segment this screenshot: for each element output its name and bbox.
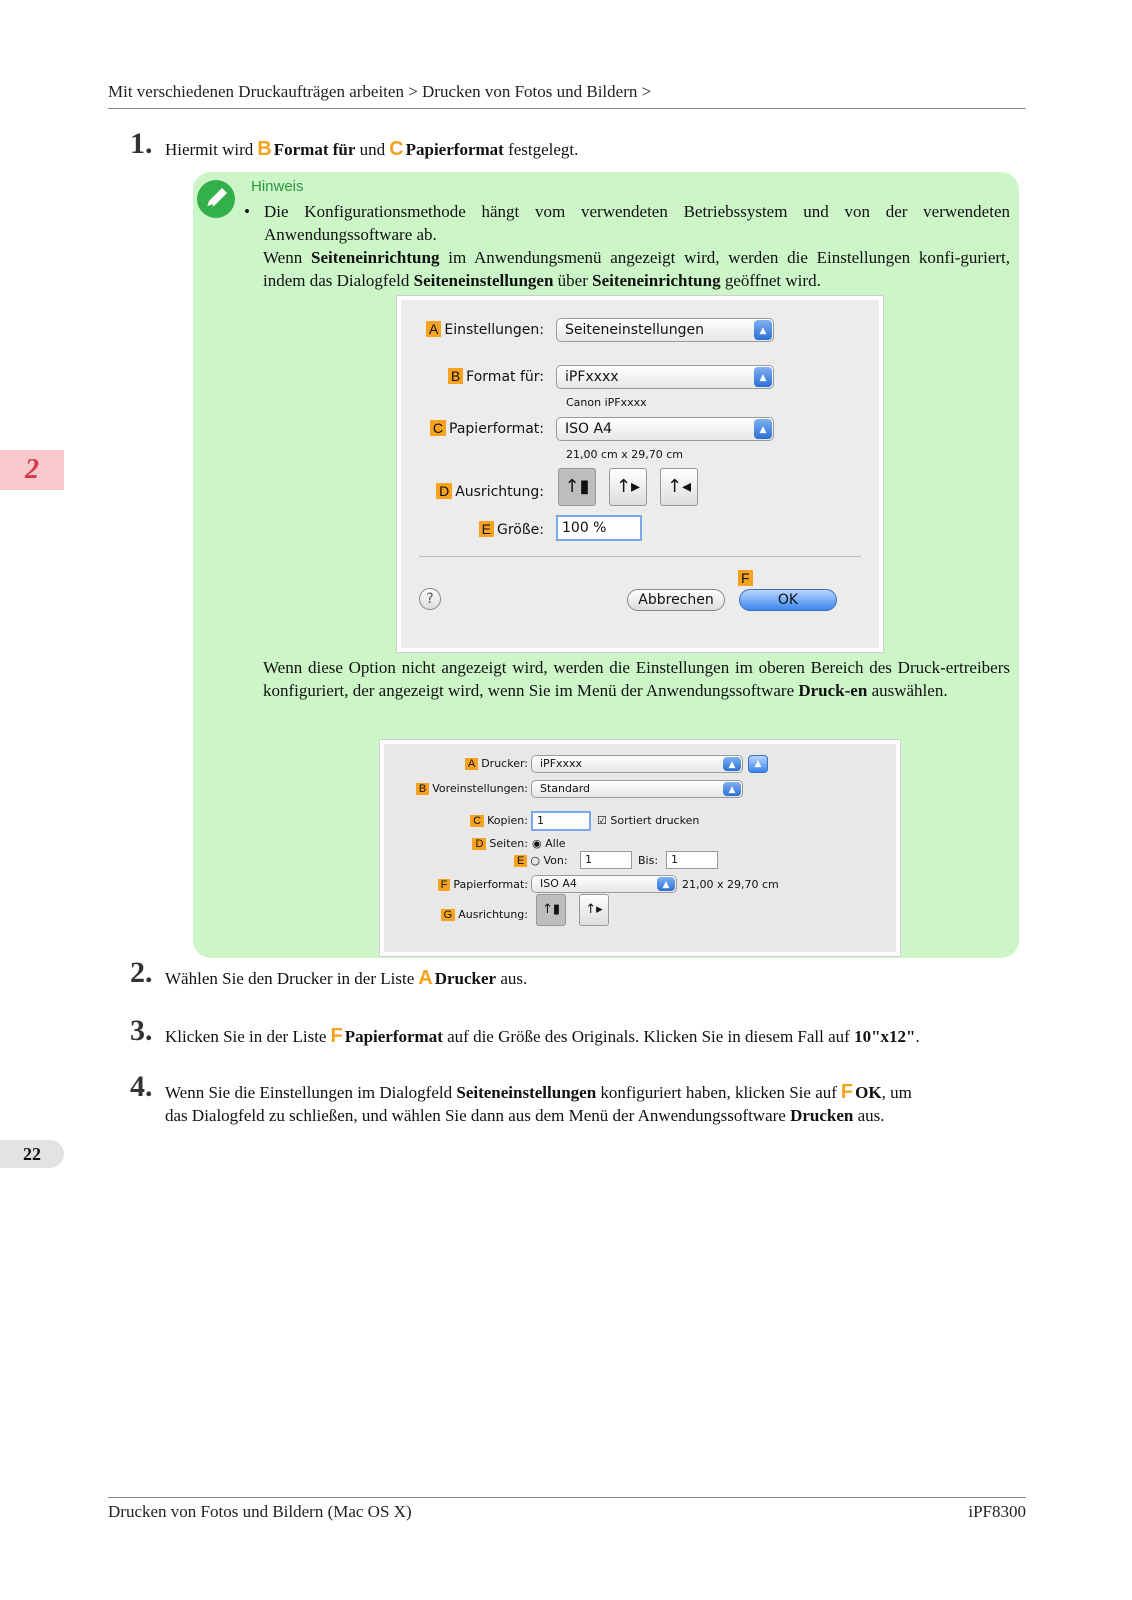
format-for-sub: Canon iPFxxxx xyxy=(566,396,647,409)
presets-label: B Voreinstellungen: xyxy=(416,782,528,795)
orientation-label: G Ausrichtung: xyxy=(441,908,528,921)
key-badge: F xyxy=(840,1081,854,1103)
step-4: 4. Wenn Sie die Einstellungen im Dialogfeld Seiteneinstellungen konfiguriert haben, klicken Sie auf F OK, um das Dialogfeld zu schließen, und wählen Sie dann aus dem Menü der Anwendungssoftware Drucken aus. xyxy=(130,1070,912,1125)
landscape-icon: ↑▸ xyxy=(615,476,641,497)
key-badge: B xyxy=(257,138,272,160)
pencil-icon xyxy=(197,180,235,218)
disclosure-up-icon: ▲ xyxy=(754,759,762,769)
key-badge: F xyxy=(330,1025,343,1047)
reverse-landscape-button[interactable] xyxy=(660,468,698,506)
breadcrumb: Mit verschiedenen Druckaufträgen arbeiten > Drucken von Fotos und Bildern > xyxy=(108,82,652,101)
footer-title: Drucken von Fotos und Bildern (Mac OS X) xyxy=(108,1502,412,1521)
checkbox-checked-icon: ☑ xyxy=(597,814,607,827)
settings-label: A Einstellungen: xyxy=(426,321,544,338)
step-number: 3. xyxy=(130,1014,153,1047)
page-footer xyxy=(108,1497,1026,1522)
scale-field[interactable]: 100 % xyxy=(556,515,642,541)
copies-label: C Kopien: xyxy=(470,814,528,827)
reverse-landscape-icon: ↑◂ xyxy=(666,476,692,497)
paper-size-sub: 21,00 cm x 29,70 cm xyxy=(566,448,684,461)
pages-range-radio[interactable]: E ○ Von: xyxy=(514,854,568,867)
note-paragraph-print: Wenn diese Option nicht angezeigt wird, werden die Einstellungen im oberen Bereich des Druck-ertreibers konfiguriert, der angezeigt wird, wenn Sie im Menü der Anwendungssoftware Druck-en auswählen. xyxy=(263,658,1010,700)
page-setup-dialog xyxy=(397,296,883,652)
to-label: Bis: xyxy=(638,854,659,867)
paper-size-label: F Papierformat: xyxy=(438,878,528,891)
orientation-label: D Ausrichtung: xyxy=(436,483,544,500)
landscape-button[interactable] xyxy=(579,894,609,926)
pages-label: D Seiten: xyxy=(472,837,528,850)
printer-popup[interactable]: iPFxxxx ▲ xyxy=(531,755,743,773)
page-header xyxy=(108,82,1026,109)
settings-popup[interactable]: Seiteneinstellungen ▲ xyxy=(556,318,774,342)
scale-label: E Größe: xyxy=(479,521,544,538)
popup-arrows-icon: ▲ xyxy=(754,367,772,387)
note-paragraph-page-setup: Wenn Seiteneinrichtung im Anwendungsmenü angezeigt wird, werden die Einstellungen konfi-guriert, indem das Dialogfeld Seiteneinstellungen über Seiteneinrichtung geöffnet wird. xyxy=(263,248,1010,290)
pages-all-radio[interactable]: ◉ Alle xyxy=(532,837,566,850)
step-number: 4. xyxy=(130,1070,153,1103)
portrait-button[interactable] xyxy=(558,468,596,506)
from-field[interactable]: 1 xyxy=(580,851,632,869)
popup-arrows-icon: ▲ xyxy=(754,419,772,439)
note-title: Hinweis xyxy=(251,178,304,195)
help-button[interactable]: ? xyxy=(419,588,441,610)
step-2: 2. Wählen Sie den Drucker in der Liste A Drucker aus. xyxy=(130,956,528,989)
print-dialog xyxy=(380,740,900,956)
paper-size-label: C Papierformat: xyxy=(430,420,544,437)
expand-button[interactable] xyxy=(748,755,768,773)
radio-empty-icon: ○ xyxy=(530,854,540,867)
printer-label: A Drucker: xyxy=(465,757,528,770)
page-number: 22 xyxy=(0,1140,64,1168)
paper-size-dimensions: 21,00 x 29,70 cm xyxy=(682,878,779,891)
step-3: 3. Klicken Sie in der Liste F Papierformat auf die Größe des Originals. Klicken Sie in diesem Fall auf 10"x12". xyxy=(130,1014,920,1047)
step-1: 1. Hiermit wird B Format für und C Papierformat festgelegt. xyxy=(130,127,579,160)
popup-arrows-icon: ▲ xyxy=(657,877,675,891)
format-for-popup[interactable]: iPFxxxx ▲ xyxy=(556,365,774,389)
step-number: 1. xyxy=(130,127,153,160)
footer-model: iPF8300 xyxy=(968,1502,1026,1521)
cancel-button[interactable]: Abbrechen xyxy=(627,589,725,611)
landscape-button[interactable] xyxy=(609,468,647,506)
ok-key-badge: F xyxy=(738,570,753,586)
collate-checkbox[interactable]: ☑ Sortiert drucken xyxy=(597,814,700,827)
popup-arrows-icon: ▲ xyxy=(723,782,741,796)
format-for-label: B Format für: xyxy=(448,368,544,385)
presets-popup[interactable]: Standard ▲ xyxy=(531,780,743,798)
key-badge: A xyxy=(418,967,433,989)
ok-button[interactable]: OK xyxy=(739,589,837,611)
key-badge: C xyxy=(389,138,404,160)
portrait-icon: ↑▮ xyxy=(541,902,561,917)
popup-arrows-icon: ▲ xyxy=(754,320,772,340)
portrait-icon: ↑▮ xyxy=(564,476,590,497)
paper-size-popup[interactable]: ISO A4 ▲ xyxy=(556,417,774,441)
paper-size-popup[interactable]: ISO A4 ▲ xyxy=(531,875,677,893)
radio-selected-icon: ◉ xyxy=(532,837,542,850)
step-number: 2. xyxy=(130,956,153,989)
portrait-button[interactable] xyxy=(536,894,566,926)
to-field[interactable]: 1 xyxy=(666,851,718,869)
popup-arrows-icon: ▲ xyxy=(723,757,741,771)
copies-field[interactable]: 1 xyxy=(531,811,591,831)
chapter-tab: 2 xyxy=(0,450,64,490)
divider xyxy=(419,556,861,557)
landscape-icon: ↑▸ xyxy=(585,902,603,917)
note-bullet: • Die Konfigurationsmethode hängt vom verwendeten Betriebssystem und von der verwendeten Anwendungssoftware ab. xyxy=(244,202,1010,244)
